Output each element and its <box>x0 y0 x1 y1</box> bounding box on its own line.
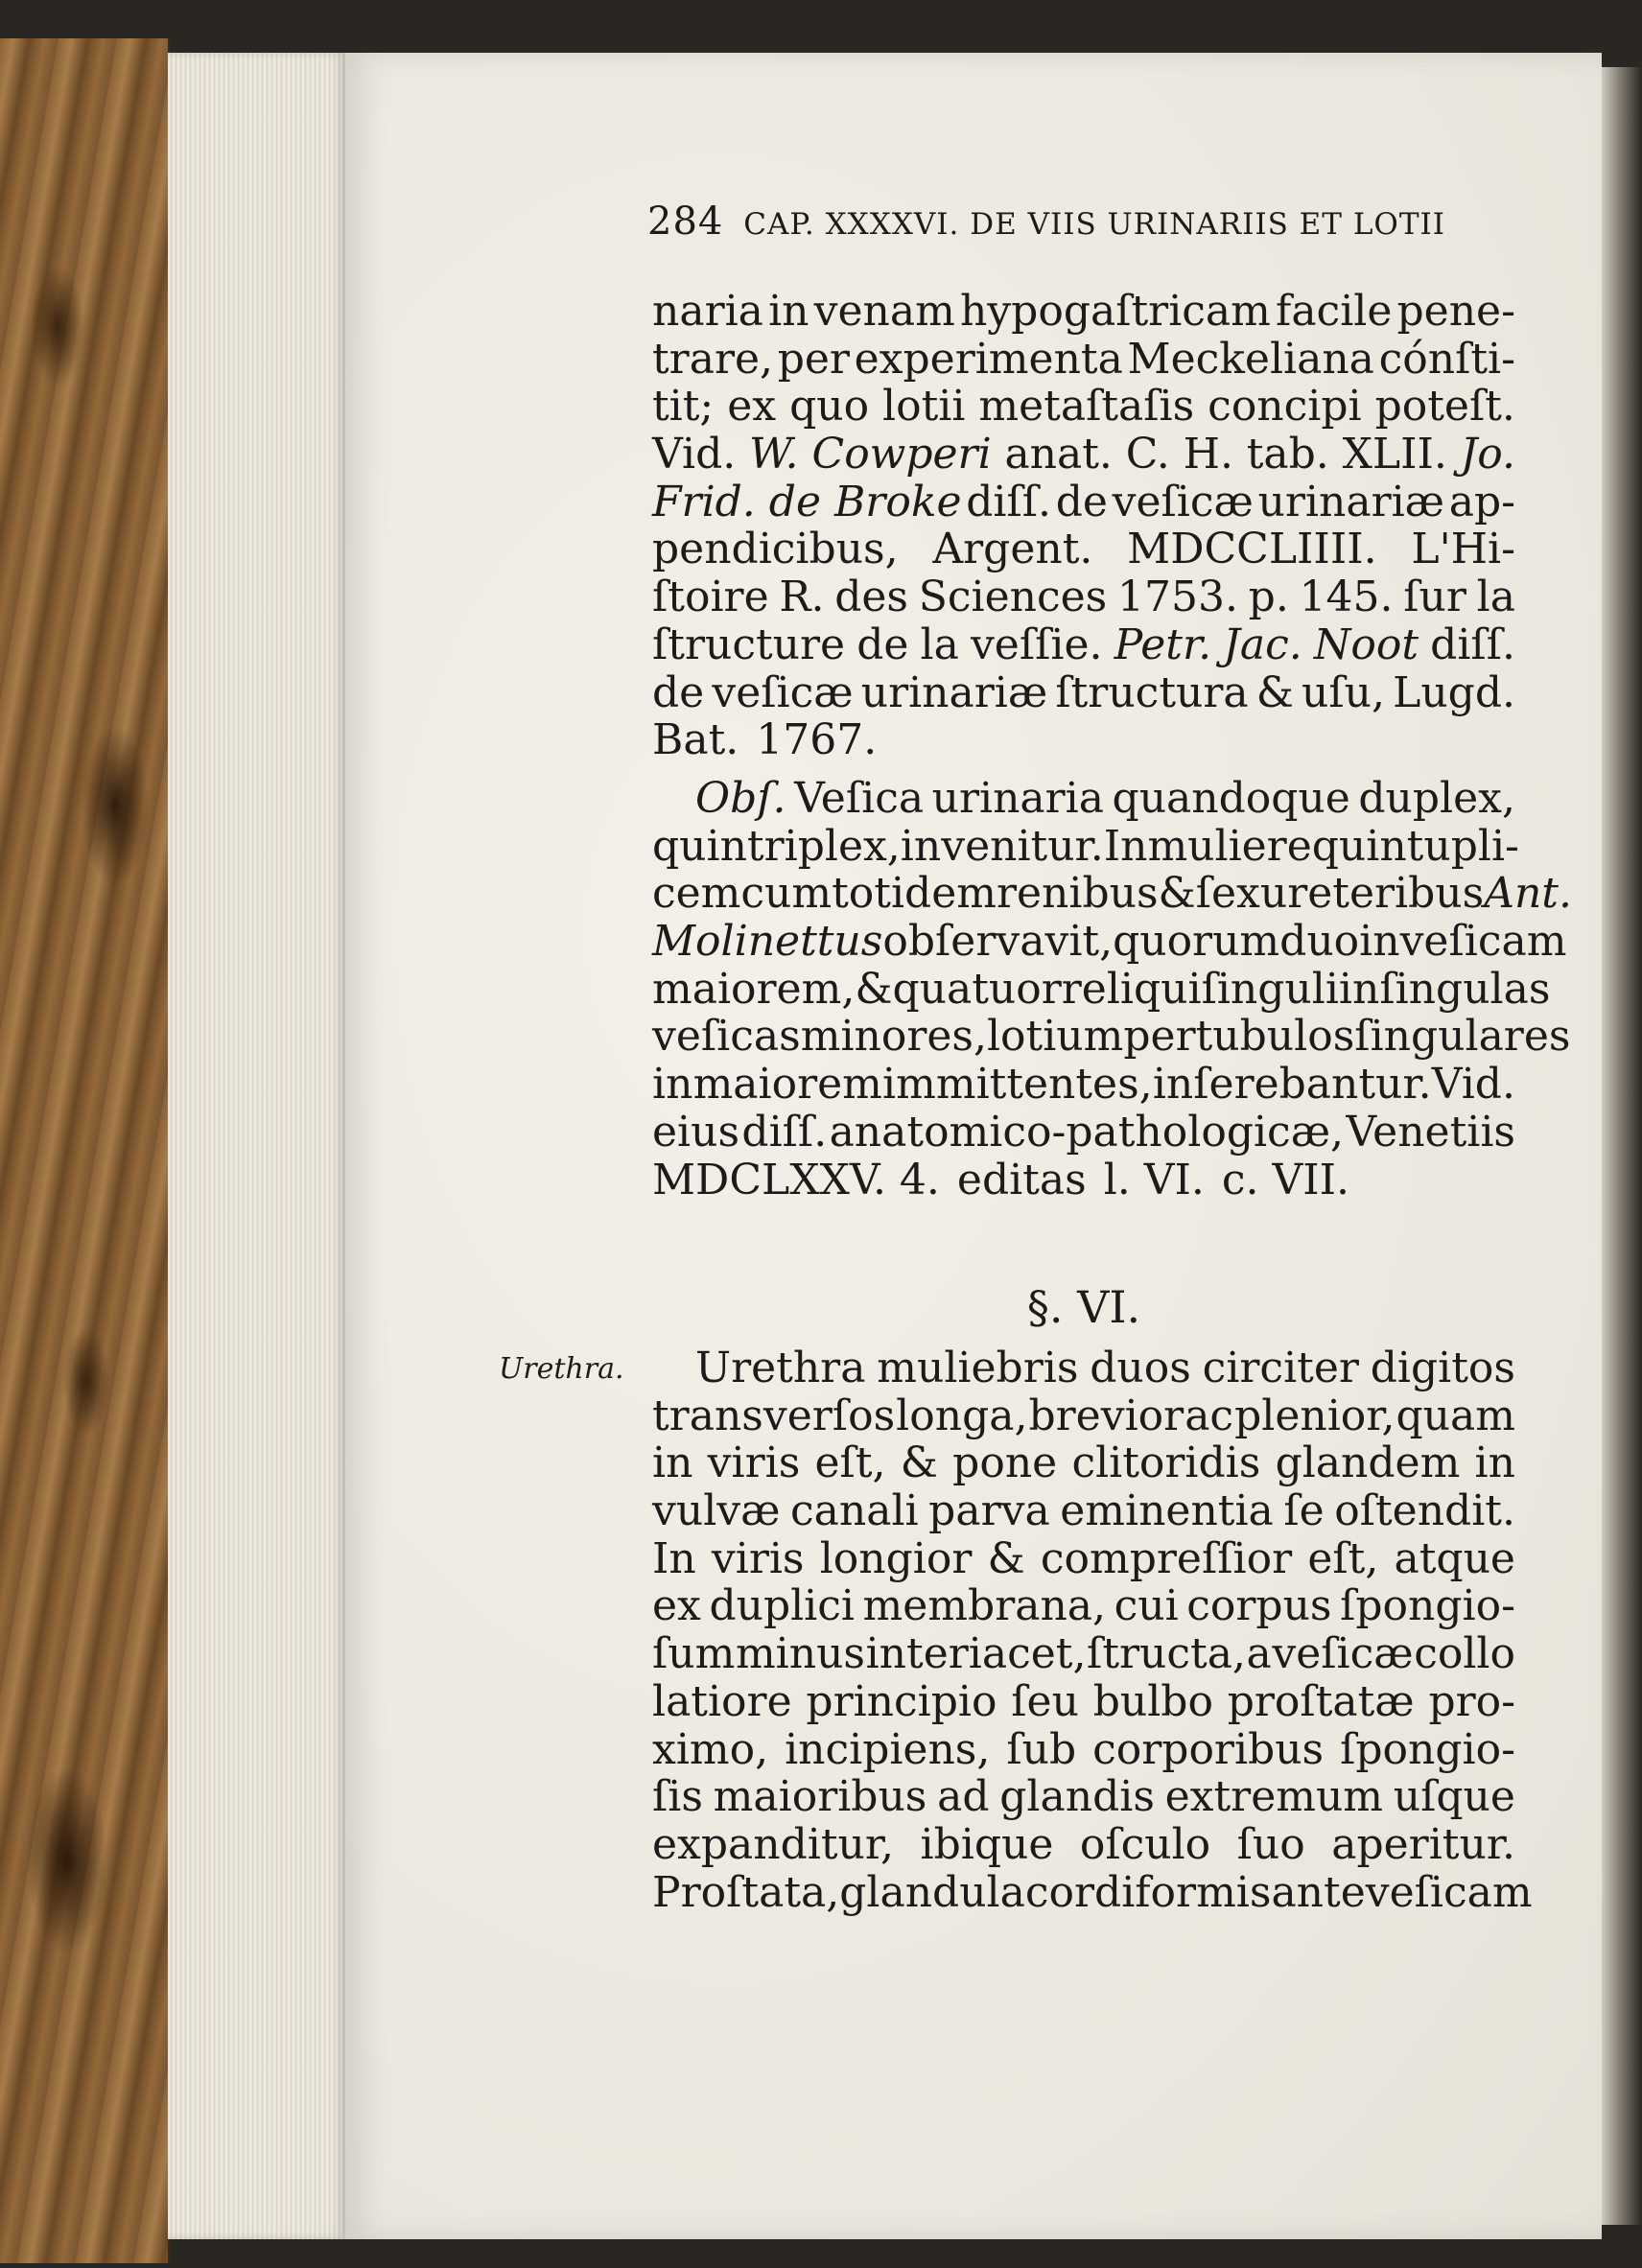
word: veſicam <box>1365 1867 1533 1917</box>
word: urinariæ <box>860 667 1048 717</box>
word: pene- <box>1396 287 1515 336</box>
word: experimenta <box>854 334 1123 384</box>
text-line <box>652 964 1551 1014</box>
word: viris <box>711 1533 805 1583</box>
text-line <box>652 621 1515 669</box>
text-line <box>652 821 1519 871</box>
word: plenior, <box>1234 1391 1396 1440</box>
word: eſt, <box>814 1438 886 1488</box>
text-line <box>652 288 1515 336</box>
text-line <box>652 1157 1515 1204</box>
word: diſſ. <box>741 1107 828 1157</box>
word: membrana, <box>862 1581 1107 1631</box>
word: pone <box>952 1438 1058 1488</box>
word: eſt, <box>1307 1533 1379 1583</box>
text-line <box>652 1630 1515 1678</box>
paragraph-1 <box>652 288 1515 764</box>
text-line <box>652 383 1515 431</box>
word: maioribus <box>713 1772 927 1822</box>
word: ſex <box>1195 869 1260 919</box>
text-line <box>652 1012 1571 1062</box>
word: duo <box>1279 917 1360 967</box>
word: ibique <box>920 1819 1054 1869</box>
word: ſinguli <box>1201 964 1339 1014</box>
word: veſicæ <box>1112 477 1254 526</box>
word: inſerebantur. <box>1152 1060 1432 1110</box>
text-line <box>652 1109 1515 1157</box>
word: extremum <box>1164 1772 1384 1822</box>
word: Lugd. <box>1393 667 1515 717</box>
word: concipi <box>1208 382 1362 432</box>
text-line <box>652 573 1515 621</box>
word: principio <box>806 1676 997 1726</box>
word: duplici <box>709 1581 855 1631</box>
word: 1753. <box>1116 573 1238 622</box>
word: tubulos <box>1195 1012 1355 1062</box>
text-line <box>652 1535 1515 1583</box>
word: quatuor <box>892 964 1062 1014</box>
text-line <box>652 1582 1515 1630</box>
word: Jo. <box>1460 430 1515 479</box>
word: muliere <box>1147 821 1312 871</box>
word: per <box>777 334 850 384</box>
word: XLII. <box>1342 430 1447 479</box>
word: 145. <box>1299 573 1394 622</box>
word: Petr. <box>1114 620 1212 669</box>
word: ſtructura <box>1055 667 1249 717</box>
word: ureteribus <box>1259 869 1485 919</box>
word: & <box>1158 869 1196 919</box>
word: eius <box>652 1107 740 1157</box>
word: minus <box>735 1629 866 1679</box>
word: corpus <box>1186 1581 1332 1631</box>
word: quin <box>652 821 747 871</box>
word: venam <box>813 287 955 336</box>
word: oſtendit. <box>1334 1486 1515 1536</box>
running-header <box>647 199 1501 247</box>
word: H. <box>1183 430 1233 479</box>
word: urinaria <box>931 774 1104 823</box>
word: minores, <box>800 1012 987 1062</box>
word: Veſica <box>794 774 925 823</box>
word: in <box>652 1060 693 1110</box>
word: ſe <box>1283 1486 1325 1536</box>
word: maiorem, <box>652 964 856 1014</box>
word: pro- <box>1428 1676 1515 1726</box>
word: ex <box>652 1581 701 1631</box>
word: cem <box>652 869 741 919</box>
word: oſculo <box>1079 1819 1211 1869</box>
word: immittentes, <box>882 1060 1153 1110</box>
word: MDCCLIIII. <box>1127 525 1377 574</box>
word: anat. <box>1004 430 1113 479</box>
word: & <box>1255 667 1294 717</box>
margin-note-urethra: Urethra. <box>499 1352 624 1386</box>
text-line <box>652 1726 1515 1774</box>
word: Jac. <box>1223 620 1302 669</box>
word: clitoridis <box>1071 1438 1261 1488</box>
word: veſicas <box>652 1012 801 1062</box>
word: 1767. <box>756 715 878 765</box>
word: ſingulares <box>1354 1012 1571 1062</box>
word: In <box>652 1533 696 1583</box>
word: obſervavit, <box>882 917 1114 967</box>
word: & <box>855 964 893 1014</box>
word: tit; <box>652 382 715 432</box>
word: longior <box>819 1533 973 1583</box>
word: metaſtaſis <box>978 382 1195 432</box>
word: duos <box>1090 1344 1191 1392</box>
book-gutter-right <box>1602 67 1642 2225</box>
word: ſpongio- <box>1340 1581 1515 1631</box>
word: ac <box>1185 1391 1234 1440</box>
text-line <box>652 669 1515 717</box>
word: ſtructure <box>652 620 846 669</box>
text-line <box>652 775 1515 823</box>
word: incipiens, <box>785 1724 991 1774</box>
word: canali <box>790 1486 919 1536</box>
word: cum <box>740 869 833 919</box>
word: ſur <box>1403 573 1466 622</box>
word: ex <box>727 382 777 432</box>
word: poteſt. <box>1374 382 1515 432</box>
word: renibus <box>996 869 1159 919</box>
word: ante <box>1271 1867 1366 1917</box>
word: de <box>856 620 909 669</box>
word: triplex, <box>746 821 901 871</box>
word: glandem <box>1275 1438 1461 1488</box>
word: digitos <box>1370 1344 1515 1392</box>
word: in <box>1338 964 1380 1014</box>
word: maiorem <box>692 1060 882 1110</box>
word: quandoque <box>1112 774 1350 823</box>
word: MDCLXXV. 4. <box>652 1155 940 1204</box>
word: Urethra <box>695 1344 866 1392</box>
word: veſicæ <box>712 667 854 717</box>
word: Meckeliana <box>1127 334 1374 384</box>
word: cui <box>1114 1581 1179 1631</box>
word: veſicæ <box>1272 1629 1414 1679</box>
word: circiter <box>1202 1344 1359 1392</box>
word: la <box>1476 573 1515 622</box>
word: ſuo <box>1236 1819 1305 1869</box>
word: invenitur. <box>900 821 1104 871</box>
text-line <box>652 479 1515 526</box>
paragraph-2 <box>652 774 1572 1204</box>
word: in <box>652 1438 693 1488</box>
word: quorum <box>1113 917 1280 967</box>
word: trare, <box>652 334 774 384</box>
word: Argent. <box>932 525 1093 574</box>
word: l. VI. <box>1103 1155 1205 1204</box>
word: quam <box>1396 1391 1515 1440</box>
word: des <box>834 573 908 622</box>
word: ximo, <box>652 1724 769 1774</box>
text-line <box>652 1678 1515 1726</box>
word: Noot <box>1313 620 1419 669</box>
word: collo <box>1414 1629 1515 1679</box>
word: corporibus <box>1092 1724 1325 1774</box>
text-line <box>652 1439 1515 1487</box>
word: parva <box>928 1486 1050 1536</box>
word: & <box>987 1533 1025 1583</box>
word: pendicibus, <box>652 525 899 574</box>
word: naria <box>652 287 763 336</box>
word: in <box>1359 917 1400 967</box>
text-line <box>652 336 1515 384</box>
word: proſtatæ <box>1227 1676 1415 1726</box>
word: ſum <box>652 1629 736 1679</box>
word: brevior <box>1028 1391 1185 1440</box>
word: lotium <box>986 1012 1124 1062</box>
text-line <box>652 869 1572 919</box>
word: W. Cowperi <box>749 430 992 479</box>
word: ſpongio- <box>1340 1724 1515 1774</box>
word: ſtoire <box>652 573 769 622</box>
word: Vid. <box>652 430 737 479</box>
word: ſeu <box>1011 1676 1079 1726</box>
word: p. <box>1248 573 1289 622</box>
text-line <box>652 917 1567 967</box>
page-edges <box>168 53 345 2239</box>
word: L'Hi- <box>1411 525 1515 574</box>
word: cónſti- <box>1378 334 1515 384</box>
word: ſtructa, <box>1087 1629 1246 1679</box>
text-line <box>652 1867 1533 1917</box>
word: hypogaſtricam <box>959 287 1271 336</box>
page-number: 284 <box>647 199 724 244</box>
word: vulvæ <box>652 1486 781 1536</box>
word: urinariæ <box>1257 477 1445 526</box>
word: in <box>1474 1438 1515 1488</box>
word: Bat. <box>652 715 739 765</box>
word: duplex, <box>1358 774 1515 823</box>
word: Molinettus <box>652 917 883 967</box>
word: ſub <box>1006 1724 1077 1774</box>
word: uſque <box>1393 1772 1515 1822</box>
word: interiacet, <box>865 1629 1087 1679</box>
word: aperitur. <box>1331 1819 1515 1869</box>
word: Frid. de Broke <box>652 477 962 526</box>
word: cordiformis <box>1024 1867 1272 1917</box>
paragraph-3 <box>652 1344 1533 1917</box>
word: glandis <box>999 1772 1155 1822</box>
word: quo <box>789 382 870 432</box>
word: Obſ. <box>695 774 786 823</box>
word: longa, <box>896 1391 1028 1440</box>
text-line <box>652 1392 1515 1440</box>
word: totidem <box>832 869 997 919</box>
word: & <box>900 1438 938 1488</box>
word: atque <box>1394 1533 1515 1583</box>
word: de <box>1055 477 1108 526</box>
word: C. <box>1125 430 1170 479</box>
word: reliqui <box>1061 964 1202 1014</box>
word: transverſos <box>652 1391 896 1440</box>
word: bulbo <box>1092 1676 1213 1726</box>
word: diſſ. <box>1430 620 1515 669</box>
text-line <box>652 716 1515 764</box>
word: diſſ. <box>966 477 1052 526</box>
word: latiore <box>652 1676 792 1726</box>
running-title: CAP. XXXXVI. DE VIIS URINARIIS ET LOTII <box>743 207 1446 242</box>
word: ſingulas <box>1379 964 1551 1014</box>
text-line <box>652 1821 1515 1869</box>
word: glandula <box>839 1867 1025 1917</box>
word: lotii <box>882 382 966 432</box>
word: anatomico-pathologicæ, <box>829 1107 1345 1157</box>
book-cover-marbled <box>0 38 170 2263</box>
text-line <box>652 1487 1515 1535</box>
word: c. VII. <box>1221 1155 1350 1204</box>
section-heading: §. VI. <box>1026 1281 1141 1333</box>
word: la <box>920 620 959 669</box>
word: Venetiis <box>1346 1107 1515 1157</box>
word: a <box>1246 1629 1272 1679</box>
word: de <box>652 667 705 717</box>
word: R. <box>779 573 825 622</box>
word: ad <box>937 1772 990 1822</box>
text-line <box>652 1061 1515 1109</box>
text-line <box>652 1344 1515 1392</box>
word: ap- <box>1448 477 1515 526</box>
word: Ant. <box>1484 869 1572 919</box>
word: muliebris <box>877 1344 1079 1392</box>
word: uſu, <box>1302 667 1385 717</box>
word: Proſtata, <box>652 1867 840 1917</box>
word: compreſſior <box>1040 1533 1293 1583</box>
word: per <box>1123 1012 1196 1062</box>
word: tab. <box>1246 430 1329 479</box>
word: veſſie. <box>970 620 1103 669</box>
word: In <box>1103 821 1148 871</box>
word: eminentia <box>1060 1486 1274 1536</box>
word: Sciences <box>918 573 1108 622</box>
word: Vid. <box>1431 1060 1515 1110</box>
text-line <box>652 1773 1515 1821</box>
word: in <box>768 287 809 336</box>
word: quintupli- <box>1311 821 1519 871</box>
word: editas <box>956 1155 1087 1204</box>
word: facile <box>1276 287 1393 336</box>
word: veſicam <box>1399 917 1567 967</box>
word: expanditur, <box>652 1819 895 1869</box>
text-line <box>652 526 1515 573</box>
word: ſis <box>652 1772 703 1822</box>
text-line <box>652 431 1515 479</box>
word: viris <box>707 1438 801 1488</box>
